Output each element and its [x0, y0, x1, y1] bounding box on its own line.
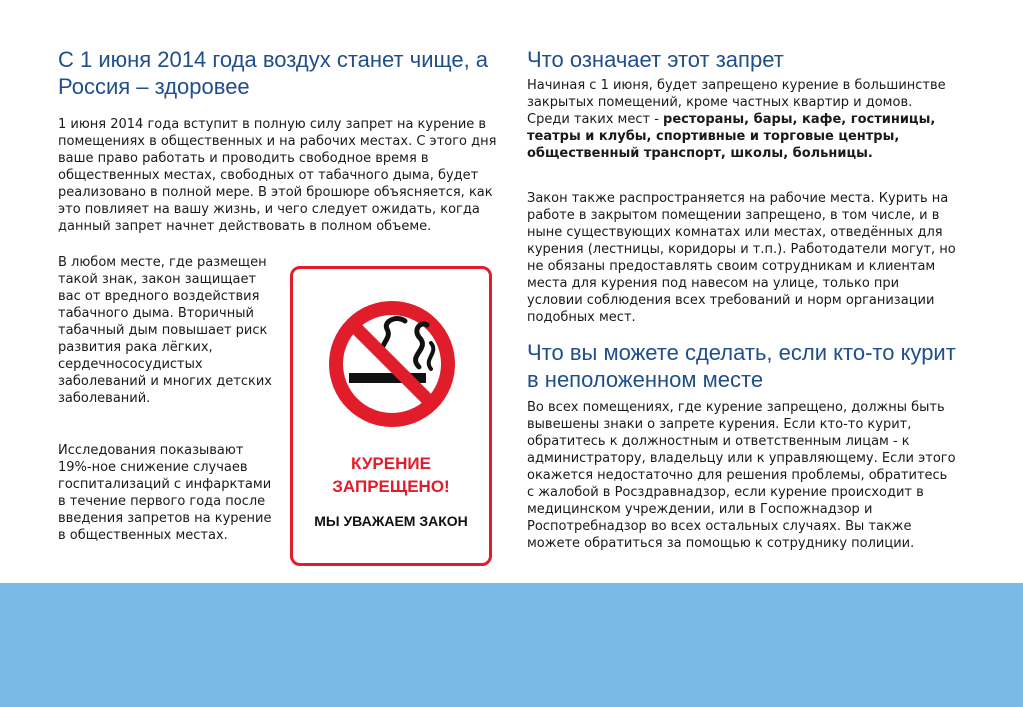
- bottom-band: [0, 583, 1023, 707]
- left-title: С 1 июня 2014 года воздух станет чище, а Россия – здоровее: [58, 47, 489, 99]
- right-paragraph-1-bold: рестораны, бары, кафе, гостиницы, театры и клубы, спортивные и торговые центры, общественный транспорт, школы, больницы.: [527, 112, 936, 161]
- right-paragraph-2: Закон также распространяется на рабочие места. Курить на работе в закрытом помещении запрещено, в том числе, и в ныне существующих комнатах или местах, отведённых для курения (лестницы, коридоры и т.п.). Работодатели могут, но не обязаны предоставлять своим сотрудникам и клиентам места для курения под навесом на улице, только при условии соблюдения всех требований и норм организации подобных мест.: [527, 191, 956, 325]
- no-smoking-sign: [290, 266, 492, 566]
- sign-text-line3: МЫ УВАЖАЕМ ЗАКОН: [314, 513, 468, 529]
- no-smoking-icon: [327, 299, 457, 429]
- right-paragraph-1-normal: Начиная с 1 июня, будет запрещено курение в большинстве закрытых помещений, кроме частных квартир и домов. Среди таких мест -: [527, 78, 946, 127]
- sign-paragraph: В любом месте, где размещен такой знак, закон защищает вас от вредного воздействия табачного дыма. Вторичный табачный дым повышает риск развития рака лёгких, сердечнососудистых заболеваний и многих детских заболеваний.: [58, 255, 272, 406]
- right-paragraph-1: [527, 77, 957, 162]
- research-paragraph: Исследования показывают 19%-ное снижение случаев госпитализаций с инфарктами в течение первого года после введения запретов на курение в общественных местах.: [58, 443, 272, 543]
- sign-text-line2: ЗАПРЕЩЕНО!: [332, 477, 450, 496]
- right-title-2: Что вы можете сделать, если кто-то курит в неположенном месте: [527, 340, 956, 392]
- sign-text-line1: КУРЕНИЕ: [351, 454, 431, 473]
- intro-paragraph: 1 июня 2014 года вступит в полную силу запрет на курение в помещениях в общественных и на рабочих местах. С этого дня ваше право работать и проводить свободное время в общественных местах, свободных от табачного дыма, будет реализовано в полной мере. В этой брошюре объясняется, как это повлияет на вашу жизнь, и чего следует ожидать, когда данный запрет начнет действовать в полном объеме.: [58, 117, 497, 234]
- right-paragraph-3: Во всех помещениях, где курение запрещено, должны быть вывешены знаки о запрете курения. Если кто-то курит, обратитесь к должностным и ответственным лицам - к администратору, владельцу или к управляющему. Если этого окажется недостаточно для решения проблемы, обратитесь с жалобой в Росздравнадзор, если курение происходит в медицинском учреждении, или в Госпожнадзор и Роспотребнадзор во всех остальных случаях. Вы также можете обратиться за помощью к сотруднику полиции.: [527, 400, 956, 551]
- right-title-1: Что означает этот запрет: [527, 47, 784, 72]
